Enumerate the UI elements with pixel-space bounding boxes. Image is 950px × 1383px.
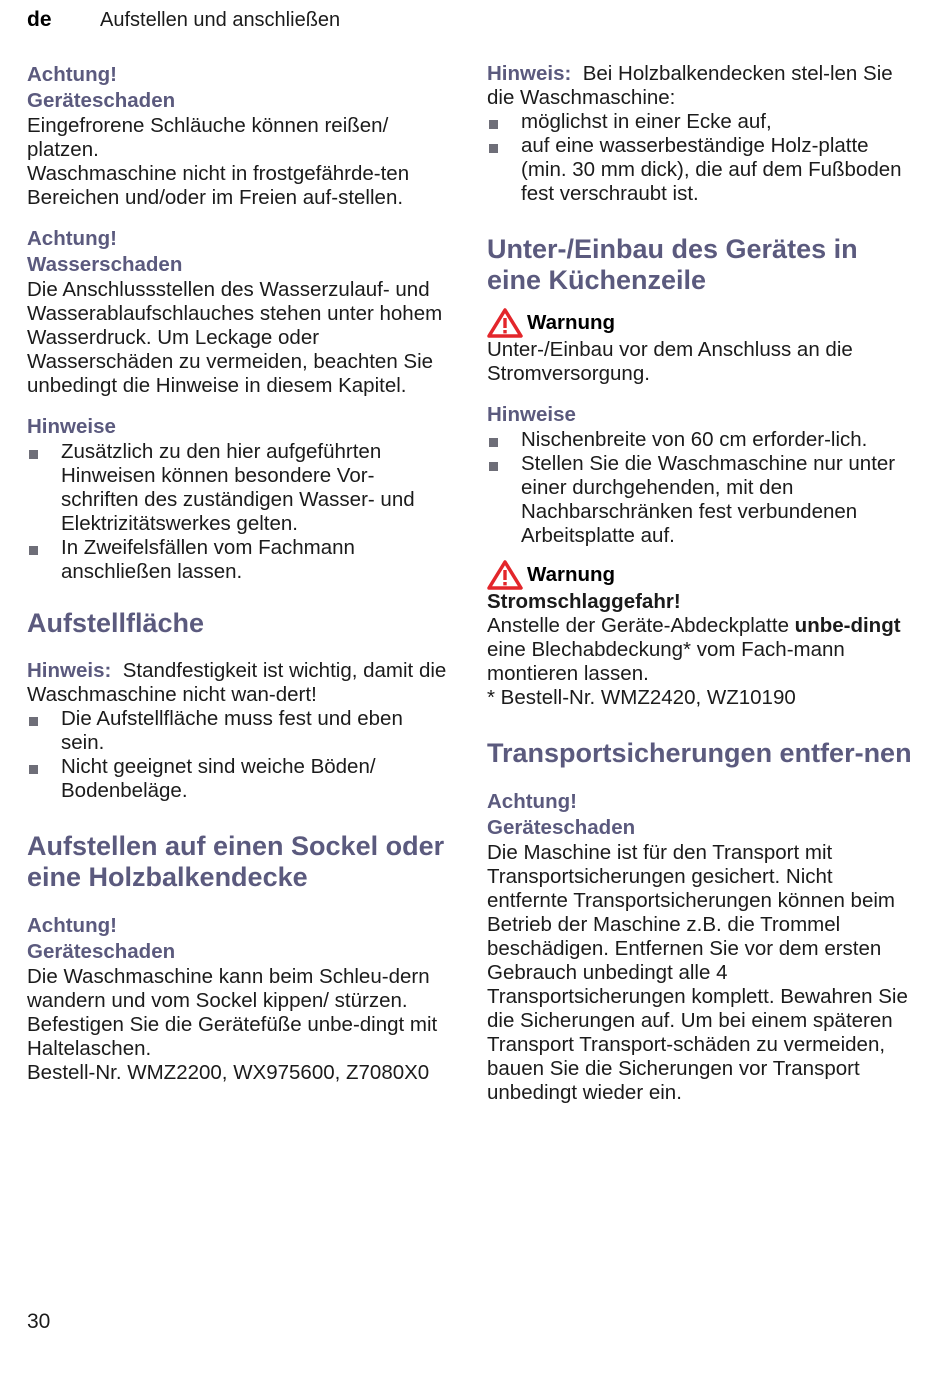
list-item: Nicht geeignet sind weiche Böden/ Bodenbeläge. — [27, 755, 447, 803]
left-column — [27, 62, 447, 1085]
list-item: Die Aufstellfläche muss fest und eben sein. — [27, 707, 447, 755]
caution-subject: Geräteschaden — [487, 816, 636, 839]
caution-subject: Geräteschaden — [27, 89, 176, 112]
caution-subject: Wasserschaden — [27, 253, 183, 276]
bullet-list — [27, 440, 447, 584]
right-column — [487, 62, 912, 1105]
section-heading: Aufstellfläche — [27, 608, 205, 638]
paragraph: Befestigen Sie die Gerätefüße unbe-dingt mit Haltelaschen. — [27, 1013, 438, 1060]
caution-label: Achtung! — [487, 790, 577, 813]
list-item: In Zweifelsfällen vom Fachmann anschließen lassen. — [27, 536, 447, 584]
note-paragraph: Hinweis: Standfestigkeit ist wichtig, damit die Waschmaschine nicht wan-dert! — [27, 659, 447, 706]
order-number: Bestell-Nr. WMZ2200, WX975600, Z7080X0 — [27, 1061, 430, 1084]
square-bullet-icon — [29, 546, 38, 555]
list-item: auf eine wasserbeständige Holz-platte (min. 30 mm dick), die auf dem Fußboden fest verschraubt ist. — [487, 134, 912, 206]
note-paragraph: Hinweis: Bei Holzbalkendecken stel-len Sie die Waschmaschine: — [487, 62, 893, 109]
caution-label: Achtung! — [27, 227, 117, 250]
paragraph: Die Maschine ist für den Transport mit Transportsicherungen gesichert. Nicht entfernte Transportsicherungen können beim Betrieb der Maschine z.B. die Trommel beschädigen. Entfernen Sie vor dem ersten Gebrauch unbedingt alle 4 Transportsicherungen komplett. Bewahren Sie die Sicherungen auf. Um bei einem späteren Transport Transport-schäden zu vermeiden, bauen Sie die Sicherungen vor Transport unbedingt wieder ein. — [487, 841, 908, 1104]
paragraph: Die Waschmaschine kann beim Schleu-dern wandern und vom Sockel kippen/ stürzen. — [27, 965, 430, 1012]
notes-label: Hinweise — [487, 403, 576, 426]
page-number: 30 — [27, 1310, 51, 1333]
paragraph: Die Anschlussstellen des Wasserzulauf- und Wasserablaufschlauches stehen unter hohem Wasserdruck. Um Leckage oder Wasserschäden zu vermeiden, beachten Sie unbedingt die Hinweise in diesem Kapitel. — [27, 278, 443, 397]
list-item: möglichst in einer Ecke auf, — [487, 110, 912, 134]
square-bullet-icon — [489, 144, 498, 153]
square-bullet-icon — [29, 450, 38, 459]
section-heading: Aufstellen auf einen Sockel oder eine Holzbalkendecke — [27, 831, 445, 892]
bullet-list — [487, 428, 912, 548]
language-code: de — [27, 8, 52, 31]
warning-title: Warnung — [487, 308, 912, 338]
bullet-list — [27, 707, 447, 803]
square-bullet-icon — [489, 462, 498, 471]
paragraph: Eingefrorene Schläuche können reißen/ platzen. — [27, 114, 389, 161]
paragraph: Waschmaschine nicht in frostgefährde-ten Bereichen und/oder im Freien auf-stellen. — [27, 162, 410, 209]
page-header — [27, 8, 923, 34]
square-bullet-icon — [29, 765, 38, 774]
list-item: Stellen Sie die Waschmaschine nur unter einer durchgehenden, mit den Nachbarschränken fest verbundenen Arbeitsplatte auf. — [487, 452, 912, 548]
caution-label: Achtung! — [27, 63, 117, 86]
square-bullet-icon — [489, 120, 498, 129]
warning-title: Warnung — [487, 560, 912, 590]
paragraph: Anstelle der Geräte-Abdeckplatte unbe-dingt eine Blechabdeckung* vom Fach-mann montieren lassen. — [487, 614, 901, 685]
list-item: Nischenbreite von 60 cm erforder-lich. — [487, 428, 912, 452]
caution-subject: Geräteschaden — [27, 940, 176, 963]
section-heading: Transportsicherungen entfer-nen — [487, 738, 912, 768]
warning-subject: Stromschlaggefahr! — [487, 590, 681, 613]
square-bullet-icon — [489, 438, 498, 447]
list-item: Zusätzlich zu den hier aufgeführten Hinweisen können besondere Vor-schriften des zuständigen Wasser- und Elektrizitätswerkes gelten. — [27, 440, 447, 536]
caution-label: Achtung! — [27, 914, 117, 937]
notes-label: Hinweise — [27, 415, 116, 438]
chapter-title: Aufstellen und anschließen — [100, 9, 341, 31]
section-heading: Unter-/Einbau des Gerätes in eine Küchenzeile — [487, 234, 858, 295]
square-bullet-icon — [29, 717, 38, 726]
warning-triangle-icon — [487, 560, 523, 590]
warning-triangle-icon — [487, 308, 523, 338]
bullet-list — [487, 110, 912, 206]
paragraph: Unter-/Einbau vor dem Anschluss an die Stromversorgung. — [487, 338, 853, 385]
footnote: * Bestell-Nr. WMZ2420, WZ10190 — [487, 686, 796, 709]
